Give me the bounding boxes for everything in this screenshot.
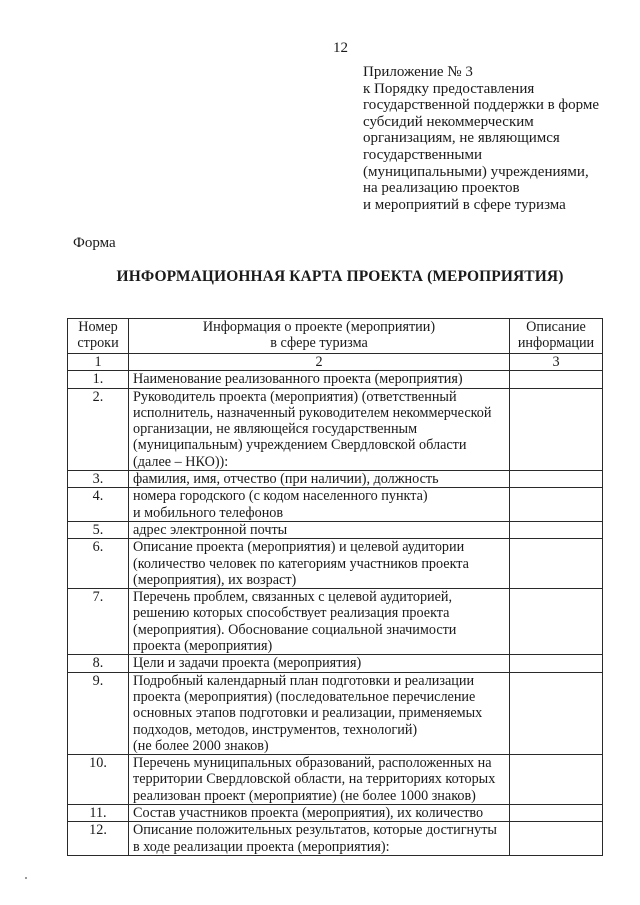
row-number: 3. [68, 471, 129, 488]
row-number: 7. [68, 589, 129, 655]
header-line: Информация о проекте (мероприятии) [202, 319, 436, 335]
row-info-line: (далее – НКО)): [133, 453, 229, 470]
table-row [68, 471, 603, 488]
row-info-line: и мобильного телефонов [133, 504, 284, 521]
header-project-info [129, 319, 510, 354]
row-info-line: территории Свердловской области, на территориях которых [133, 771, 496, 788]
row-number: 11. [68, 805, 129, 822]
row-info-line: основных этапов подготовки и реализации, применяемых [133, 705, 483, 722]
table-row [68, 805, 603, 822]
row-info-line: проекта (мероприятия) [133, 638, 273, 655]
table-row [68, 521, 603, 538]
row-info-line: Состав участников проекта (мероприятия), их количество [133, 805, 484, 822]
row-info-line: (мероприятия). Обоснование социальной значимости [133, 621, 457, 638]
row-value-cell[interactable] [510, 539, 603, 589]
row-value-cell[interactable] [510, 655, 603, 672]
row-info [129, 655, 510, 672]
row-info-line: Перечень проблем, связанных с целевой аудиторией, [133, 589, 453, 606]
column-number: 2 [129, 354, 510, 371]
appendix-line: на реализацию проектов [363, 180, 520, 197]
appendix-line: (муниципальными) учреждениями, [363, 163, 589, 180]
row-info [129, 672, 510, 754]
row-info-line: Перечень муниципальных образований, расположенных на [133, 755, 492, 772]
row-value-cell[interactable] [510, 388, 603, 470]
row-info-line: адрес электронной почты [133, 521, 288, 538]
row-value-cell[interactable] [510, 371, 603, 388]
row-info [129, 755, 510, 805]
row-number: 10. [68, 755, 129, 805]
row-number: 5. [68, 521, 129, 538]
header-line: Номер [78, 319, 118, 335]
row-info [129, 539, 510, 589]
row-info-line: номера городского (с кодом населенного пункта) [133, 488, 428, 505]
scan-speck [25, 877, 27, 879]
row-number: 9. [68, 672, 129, 754]
header-line: строки [77, 335, 119, 352]
header-line: в сфере туризма [270, 335, 368, 352]
header-line: Описание [526, 319, 586, 335]
row-info-line: (мероприятия), их возраст) [133, 571, 297, 588]
row-info-line: (количество человек по категориям участников проекта [133, 555, 469, 572]
appendix-line: субсидий некоммерческим [363, 113, 534, 130]
row-info [129, 388, 510, 470]
row-info-line: организации, не являющейся государственным [133, 421, 418, 438]
row-number: 2. [68, 388, 129, 470]
appendix-line: Приложение № 3 [363, 64, 473, 80]
row-info [129, 822, 510, 856]
row-info-line: проекта (мероприятия) (последовательное перечисление [133, 688, 476, 705]
header-description [510, 319, 603, 354]
appendix-line: и мероприятий в сфере туризма [363, 196, 566, 213]
header-line: информации [517, 335, 595, 352]
table-row [68, 655, 603, 672]
appendix-line: к Порядку предоставления [363, 80, 535, 97]
row-info-line: Наименование реализованного проекта (мероприятия) [133, 371, 463, 388]
table-row [68, 539, 603, 589]
row-info [129, 589, 510, 655]
row-info-line: Подробный календарный план подготовки и реализации [133, 672, 475, 689]
table-row [68, 672, 603, 754]
row-info [129, 488, 510, 522]
appendix-line: организациям, не являющимся [363, 130, 560, 147]
row-info-line: Описание проекта (мероприятия) и целевой аудитории [133, 539, 465, 556]
row-info [129, 371, 510, 388]
row-value-cell[interactable] [510, 471, 603, 488]
row-info-line: Цели и задачи проекта (мероприятия) [133, 655, 362, 672]
table-row [68, 371, 603, 388]
table-row [68, 589, 603, 655]
row-info [129, 471, 510, 488]
column-numbers-row [68, 354, 603, 371]
column-number: 1 [68, 354, 129, 371]
appendix-reference [363, 64, 633, 213]
row-info-line: (не более 2000 знаков) [133, 737, 269, 754]
row-info-line: подходов, методов, инструментов, технологий) [133, 721, 418, 738]
row-info [129, 805, 510, 822]
appendix-line: государственной поддержки в форме [363, 97, 600, 114]
appendix-line: государственными [363, 146, 482, 163]
row-value-cell[interactable] [510, 755, 603, 805]
row-number: 1. [68, 371, 129, 388]
row-info-line: (муниципальным) учреждением Свердловской области [133, 437, 467, 454]
row-info [129, 521, 510, 538]
row-value-cell[interactable] [510, 805, 603, 822]
row-info-line: Описание положительных результатов, которые достигнуты [133, 822, 497, 839]
row-number: 6. [68, 539, 129, 589]
row-value-cell[interactable] [510, 521, 603, 538]
row-info-line: реализован проект (мероприятие) (не более 1000 знаков) [133, 787, 476, 804]
row-value-cell[interactable] [510, 822, 603, 856]
row-value-cell[interactable] [510, 488, 603, 522]
row-number: 12. [68, 822, 129, 856]
document-title: ИНФОРМАЦИОННАЯ КАРТА ПРОЕКТА (МЕРОПРИЯТИЯ) [116, 268, 564, 285]
table-row [68, 822, 603, 856]
page-number: 12 [333, 40, 348, 56]
column-number: 3 [510, 354, 603, 371]
row-info-line: в ходе реализации проекта (мероприятия): [133, 838, 390, 855]
info-card-table [67, 318, 603, 856]
row-info-line: решению которых способствует реализация проекта [133, 605, 450, 622]
row-value-cell[interactable] [510, 589, 603, 655]
row-value-cell[interactable] [510, 672, 603, 754]
header-row-number [68, 319, 129, 354]
table-row [68, 755, 603, 805]
row-info-line: исполнитель, назначенный руководителем некоммерческой [133, 404, 492, 421]
row-info-line: Руководитель проекта (мероприятия) (ответственный [133, 388, 457, 405]
form-label: Форма [73, 235, 116, 251]
row-info-line: фамилия, имя, отчество (при наличии), должность [133, 471, 439, 488]
row-number: 8. [68, 655, 129, 672]
table-header-row [68, 319, 603, 354]
table-row [68, 488, 603, 522]
table-row [68, 388, 603, 470]
row-number: 4. [68, 488, 129, 522]
